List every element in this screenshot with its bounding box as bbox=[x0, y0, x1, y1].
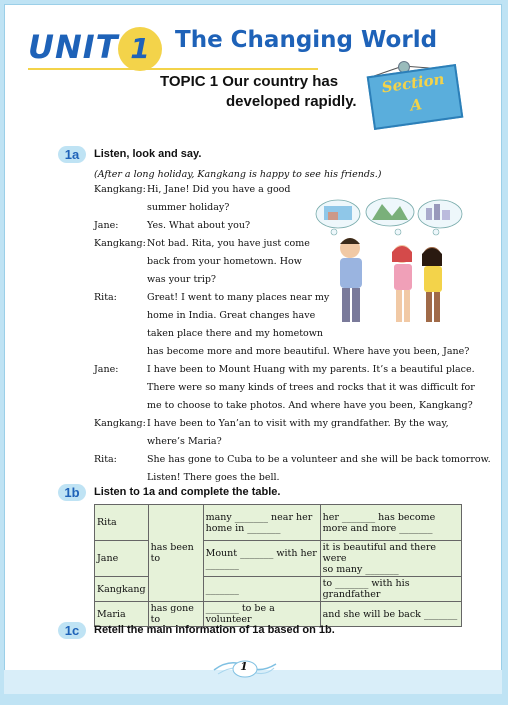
blank-line: it is beautiful and there were bbox=[322, 542, 437, 564]
heading-1b: Listen to 1a and complete the table. bbox=[94, 486, 281, 498]
dialogue-line: She has gone to Cuba to be a volunteer and she will be back tomorrow. bbox=[147, 454, 491, 465]
dialogue-line: summer holiday? bbox=[147, 202, 230, 213]
dialogue-line: I have been to Yan’an to visit with my grandfather. By the way, bbox=[147, 418, 449, 429]
tag-1c: 1c bbox=[58, 622, 86, 639]
table-cell-result[interactable] bbox=[320, 505, 461, 541]
table-cell-name: Jane bbox=[95, 541, 149, 577]
title-underline bbox=[28, 68, 318, 70]
table-cell-verb: has been to bbox=[148, 505, 203, 602]
dialogue-line: Not bad. Rita, you have just come bbox=[147, 238, 310, 249]
dialogue-line: There were so many kinds of trees and rocks that it was difficult for bbox=[147, 382, 475, 393]
table-row bbox=[95, 505, 462, 541]
dialogue-line: Listen! There goes the bell. bbox=[147, 472, 280, 483]
section-word: Section bbox=[380, 69, 446, 97]
speaker: Jane: bbox=[94, 364, 119, 375]
scene-note: (After a long holiday, Kangkang is happy to see his friends.) bbox=[94, 169, 382, 180]
speaker: Jane: bbox=[94, 220, 119, 231]
unit-title: The Changing World bbox=[175, 27, 438, 53]
speaker: Kangkang: bbox=[94, 238, 146, 249]
heading-1c: Retell the main information of 1a based on 1b. bbox=[94, 624, 335, 636]
table-cell-result[interactable]: and she will be back _______ bbox=[320, 602, 461, 627]
dialogue-line: was your trip? bbox=[147, 274, 217, 285]
page-number: 1 bbox=[240, 660, 248, 673]
unit-label: UNIT bbox=[28, 28, 119, 66]
heading-1a: Listen, look and say. bbox=[94, 148, 202, 160]
table-cell-name: Rita bbox=[95, 505, 149, 541]
table-cell-result[interactable] bbox=[320, 541, 461, 577]
table-cell-verb: has gone to bbox=[148, 602, 203, 627]
dialogue-line: where’s Maria? bbox=[147, 436, 222, 447]
kids-illustration bbox=[312, 196, 468, 330]
unit-number-badge: 1 bbox=[118, 27, 162, 71]
table-cell-place[interactable] bbox=[203, 505, 320, 541]
tag-1a: 1a bbox=[58, 146, 86, 163]
dialogue-line: home in India. Great changes have bbox=[147, 310, 316, 321]
dialogue-line: I have been to Mount Huang with my parents. It’s a beautiful place. bbox=[147, 364, 475, 375]
table-cell-name: Maria bbox=[95, 602, 149, 627]
dialogue-line: taken place there and my hometown bbox=[147, 328, 324, 339]
topic-line-2: developed rapidly. bbox=[226, 93, 357, 110]
blank-line: more and more _______ bbox=[322, 522, 433, 534]
table-row bbox=[95, 602, 462, 627]
tag-1b: 1b bbox=[58, 484, 86, 501]
dialogue-line: me to choose to take photos. And where have you been, Kangkang? bbox=[147, 400, 473, 411]
dialogue-line: Great! I went to many places near my bbox=[147, 292, 330, 303]
blank-line: her _______ has become bbox=[322, 511, 436, 523]
dialogue-line: back from your hometown. How bbox=[147, 256, 302, 267]
section-letter: A bbox=[409, 95, 424, 115]
table-cell-name: Kangkang bbox=[95, 577, 149, 602]
speaker: Kangkang: bbox=[94, 418, 146, 429]
table-cell-result[interactable]: to _______ with his grandfather bbox=[320, 577, 461, 602]
speaker: Rita: bbox=[94, 454, 117, 465]
blank-line: so many _______ bbox=[322, 564, 399, 575]
blank-line: many _______ near her bbox=[205, 511, 313, 523]
table-cell-place[interactable]: _______ to be a volunteer bbox=[203, 602, 320, 627]
topic-line-1: TOPIC 1 Our country has bbox=[160, 73, 339, 90]
completion-table bbox=[94, 504, 462, 627]
dialogue-line: has become more and more beautiful. Where have you been, Jane? bbox=[147, 346, 470, 357]
table-cell-place[interactable] bbox=[203, 541, 320, 577]
blank-line: _______ bbox=[205, 558, 239, 570]
speaker: Kangkang: bbox=[94, 184, 146, 195]
blank-line: Mount _______ with her bbox=[205, 547, 317, 559]
speaker: Rita: bbox=[94, 292, 117, 303]
dialogue-line: Yes. What about you? bbox=[147, 220, 251, 231]
dialogue-line: Hi, Jane! Did you have a good bbox=[147, 184, 291, 195]
table-cell-place[interactable]: _______ bbox=[203, 577, 320, 602]
blank-line: home in _______ bbox=[205, 522, 281, 534]
